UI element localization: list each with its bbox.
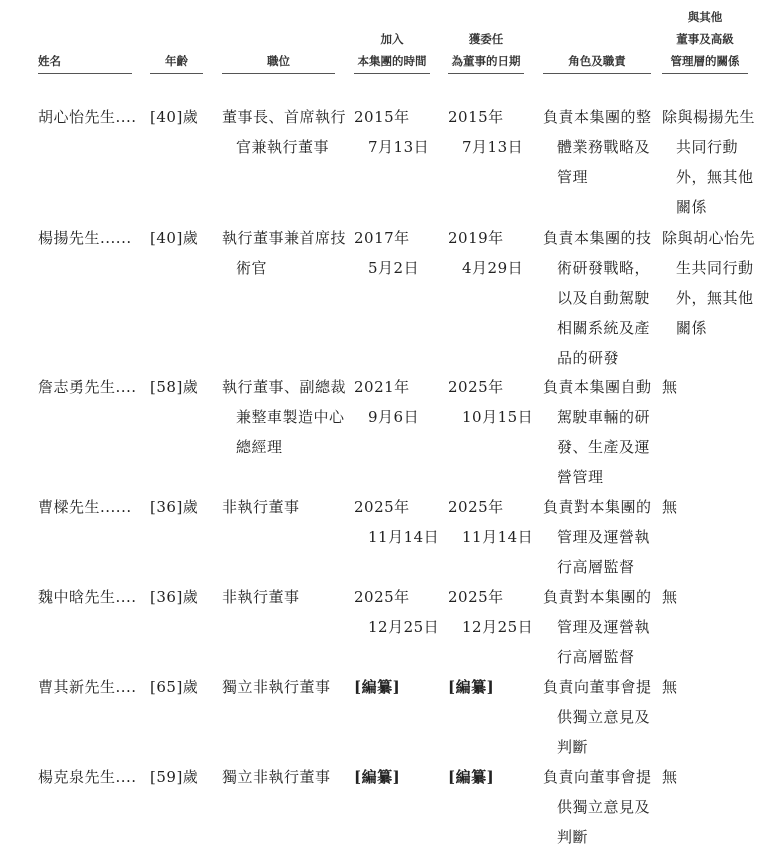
cell-line: 駕駛車輛的研 bbox=[557, 408, 651, 426]
cell-line: 2025年 bbox=[448, 498, 504, 516]
header-line: 本集團的時間 bbox=[357, 54, 427, 68]
cell-name bbox=[38, 372, 137, 402]
cell-role bbox=[543, 223, 652, 373]
cell-position bbox=[222, 102, 346, 162]
cell-join-date bbox=[354, 372, 419, 432]
cell-appoint-date bbox=[448, 223, 523, 283]
cell-line: 兼整車製造中心 bbox=[236, 408, 345, 426]
cell-name bbox=[38, 762, 137, 792]
cell-line: 2025年 bbox=[448, 378, 504, 396]
cell-line: 無 bbox=[662, 768, 678, 786]
cell-join-date bbox=[354, 762, 400, 792]
cell-line: [36]歲 bbox=[150, 588, 199, 606]
header-line: 與其他 bbox=[687, 10, 723, 24]
cell-line: [65]歲 bbox=[150, 678, 199, 696]
cell-line: 共同行動 bbox=[676, 138, 739, 156]
cell-line: 非執行董事 bbox=[222, 498, 300, 516]
cell-line: 2025年 bbox=[354, 498, 410, 516]
cell-age bbox=[150, 672, 198, 702]
header-line: 董事及高級 bbox=[676, 32, 734, 46]
cell-line: 無 bbox=[662, 378, 678, 396]
cell-line: 外，無其他 bbox=[676, 289, 754, 307]
cell-line: 2025年 bbox=[448, 588, 504, 606]
cell-line: 官兼執行董事 bbox=[236, 138, 330, 156]
cell-line: 負責向董事會提 bbox=[543, 678, 652, 696]
cell-position bbox=[222, 372, 346, 462]
cell-role bbox=[543, 582, 652, 672]
cell-line: 行高層監督 bbox=[557, 648, 635, 666]
header-age bbox=[150, 50, 203, 74]
cell-line: 負責對本集團的 bbox=[543, 588, 652, 606]
cell-line: 楊揚先生...... bbox=[38, 229, 132, 247]
header-line: 管理層的關係 bbox=[670, 54, 740, 68]
cell-line: 負責本集團自動 bbox=[543, 378, 652, 396]
cell-line: 董事長、首席執行 bbox=[222, 108, 347, 126]
cell-appoint-date bbox=[448, 372, 533, 432]
cell-join-date bbox=[354, 582, 439, 642]
cell-line: 執行董事兼首席技 bbox=[222, 229, 347, 247]
cell-line: 楊克泉先生.... bbox=[38, 768, 137, 786]
cell-role bbox=[543, 672, 652, 762]
cell-line: 12月25日 bbox=[462, 618, 534, 636]
header-name bbox=[38, 50, 132, 74]
cell-line: 9月6日 bbox=[368, 408, 420, 426]
cell-line: 發、生產及運 bbox=[557, 438, 651, 456]
cell-line: 非執行董事 bbox=[222, 588, 300, 606]
cell-position bbox=[222, 582, 300, 612]
cell-line: 11月14日 bbox=[368, 528, 440, 546]
cell-position bbox=[222, 223, 346, 283]
cell-relation bbox=[662, 223, 755, 343]
header-line: 職位 bbox=[267, 54, 290, 68]
cell-line: 2017年 bbox=[354, 229, 410, 247]
cell-line: 獨立非執行董事 bbox=[222, 678, 331, 696]
cell-join-date bbox=[354, 492, 439, 552]
cell-line: 12月25日 bbox=[368, 618, 440, 636]
cell-position bbox=[222, 492, 300, 522]
cell-line: 負責本集團的技 bbox=[543, 229, 652, 247]
cell-line: 獨立非執行董事 bbox=[222, 768, 331, 786]
cell-name bbox=[38, 672, 137, 702]
cell-age bbox=[150, 492, 198, 522]
cell-line: 管理及運營執 bbox=[557, 618, 651, 636]
cell-role bbox=[543, 492, 652, 582]
cell-age bbox=[150, 762, 198, 792]
cell-line: 詹志勇先生.... bbox=[38, 378, 137, 396]
cell-line: 除與胡心怡先 bbox=[662, 229, 756, 247]
cell-position bbox=[222, 762, 331, 792]
cell-line: [編纂] bbox=[354, 678, 401, 696]
header-line: 年齡 bbox=[165, 54, 188, 68]
cell-age bbox=[150, 582, 198, 612]
cell-line: 5月2日 bbox=[368, 259, 420, 277]
cell-line: 負責向董事會提 bbox=[543, 768, 652, 786]
cell-join-date bbox=[354, 102, 429, 162]
cell-line: 負責對本集團的 bbox=[543, 498, 652, 516]
cell-line: 2015年 bbox=[354, 108, 410, 126]
cell-line: 管理及運營執 bbox=[557, 528, 651, 546]
cell-age bbox=[150, 372, 198, 402]
header-relation bbox=[662, 6, 748, 74]
cell-name bbox=[38, 492, 132, 522]
cell-line: 供獨立意見及 bbox=[557, 708, 651, 726]
cell-line: 術研發戰略， bbox=[557, 259, 651, 277]
cell-line: 生共同行動 bbox=[676, 259, 754, 277]
cell-line: [40]歲 bbox=[150, 229, 199, 247]
header-line: 加入 bbox=[380, 32, 404, 46]
cell-line: 以及自動駕駛 bbox=[557, 289, 651, 307]
header-line: 為董事的日期 bbox=[451, 54, 521, 68]
cell-line: 10月15日 bbox=[462, 408, 534, 426]
cell-relation bbox=[662, 672, 678, 702]
cell-line: 胡心怡先生.... bbox=[38, 108, 137, 126]
cell-line: 管理 bbox=[557, 168, 589, 186]
cell-line: 關係 bbox=[676, 319, 708, 337]
cell-line: 負責本集團的整 bbox=[543, 108, 652, 126]
cell-line: 4月29日 bbox=[462, 259, 524, 277]
cell-line: 供獨立意見及 bbox=[557, 798, 651, 816]
cell-appoint-date bbox=[448, 582, 533, 642]
header-position bbox=[222, 50, 335, 74]
cell-line: 7月13日 bbox=[462, 138, 524, 156]
cell-line: 2019年 bbox=[448, 229, 504, 247]
cell-role bbox=[543, 102, 652, 192]
cell-line: 曹其新先生.... bbox=[38, 678, 137, 696]
cell-relation bbox=[662, 762, 678, 792]
header-role bbox=[543, 50, 651, 74]
cell-line: 營管理 bbox=[557, 468, 604, 486]
cell-appoint-date bbox=[448, 492, 533, 552]
cell-line: [編纂] bbox=[448, 678, 495, 696]
cell-line: 判斷 bbox=[557, 828, 589, 846]
cell-line: 曹樑先生...... bbox=[38, 498, 132, 516]
cell-line: 品的研發 bbox=[557, 349, 620, 367]
cell-line: 體業務戰略及 bbox=[557, 138, 651, 156]
cell-line: 執行董事、副總裁 bbox=[222, 378, 347, 396]
cell-role bbox=[543, 372, 652, 492]
cell-line: 無 bbox=[662, 588, 678, 606]
cell-appoint-date bbox=[448, 762, 494, 792]
cell-line: [58]歲 bbox=[150, 378, 199, 396]
cell-line: 魏中晗先生.... bbox=[38, 588, 137, 606]
cell-role bbox=[543, 762, 652, 852]
header-join-date bbox=[354, 28, 430, 74]
cell-line: [36]歲 bbox=[150, 498, 199, 516]
cell-line: 相關系統及產 bbox=[557, 319, 651, 337]
cell-line: [編纂] bbox=[354, 768, 401, 786]
cell-name bbox=[38, 102, 137, 132]
header-line: 角色及職責 bbox=[568, 54, 626, 68]
cell-line: 無 bbox=[662, 498, 678, 516]
cell-line: 關係 bbox=[676, 198, 708, 216]
header-appoint-date bbox=[448, 28, 524, 74]
cell-name bbox=[38, 223, 132, 253]
header-line: 獲委任 bbox=[468, 32, 504, 46]
cell-line: 2015年 bbox=[448, 108, 504, 126]
cell-appoint-date bbox=[448, 672, 494, 702]
cell-line: 總經理 bbox=[236, 438, 283, 456]
cell-line: 2021年 bbox=[354, 378, 410, 396]
cell-line: [59]歲 bbox=[150, 768, 199, 786]
cell-relation bbox=[662, 102, 755, 222]
cell-appoint-date bbox=[448, 102, 523, 162]
cell-line: 行高層監督 bbox=[557, 558, 635, 576]
cell-line: [40]歲 bbox=[150, 108, 199, 126]
cell-join-date bbox=[354, 672, 400, 702]
cell-line: 外，無其他 bbox=[676, 168, 754, 186]
cell-name bbox=[38, 582, 137, 612]
cell-line: 術官 bbox=[236, 259, 268, 277]
cell-line: 11月14日 bbox=[462, 528, 534, 546]
cell-line: 除與楊揚先生 bbox=[662, 108, 756, 126]
cell-line: [編纂] bbox=[448, 768, 495, 786]
cell-age bbox=[150, 223, 198, 253]
header-line: 姓名 bbox=[38, 54, 61, 68]
cell-join-date bbox=[354, 223, 419, 283]
cell-line: 7月13日 bbox=[368, 138, 430, 156]
cell-relation bbox=[662, 582, 678, 612]
cell-line: 無 bbox=[662, 678, 678, 696]
cell-relation bbox=[662, 492, 678, 522]
cell-line: 判斷 bbox=[557, 738, 589, 756]
cell-relation bbox=[662, 372, 678, 402]
cell-age bbox=[150, 102, 198, 132]
cell-position bbox=[222, 672, 331, 702]
cell-line: 2025年 bbox=[354, 588, 410, 606]
